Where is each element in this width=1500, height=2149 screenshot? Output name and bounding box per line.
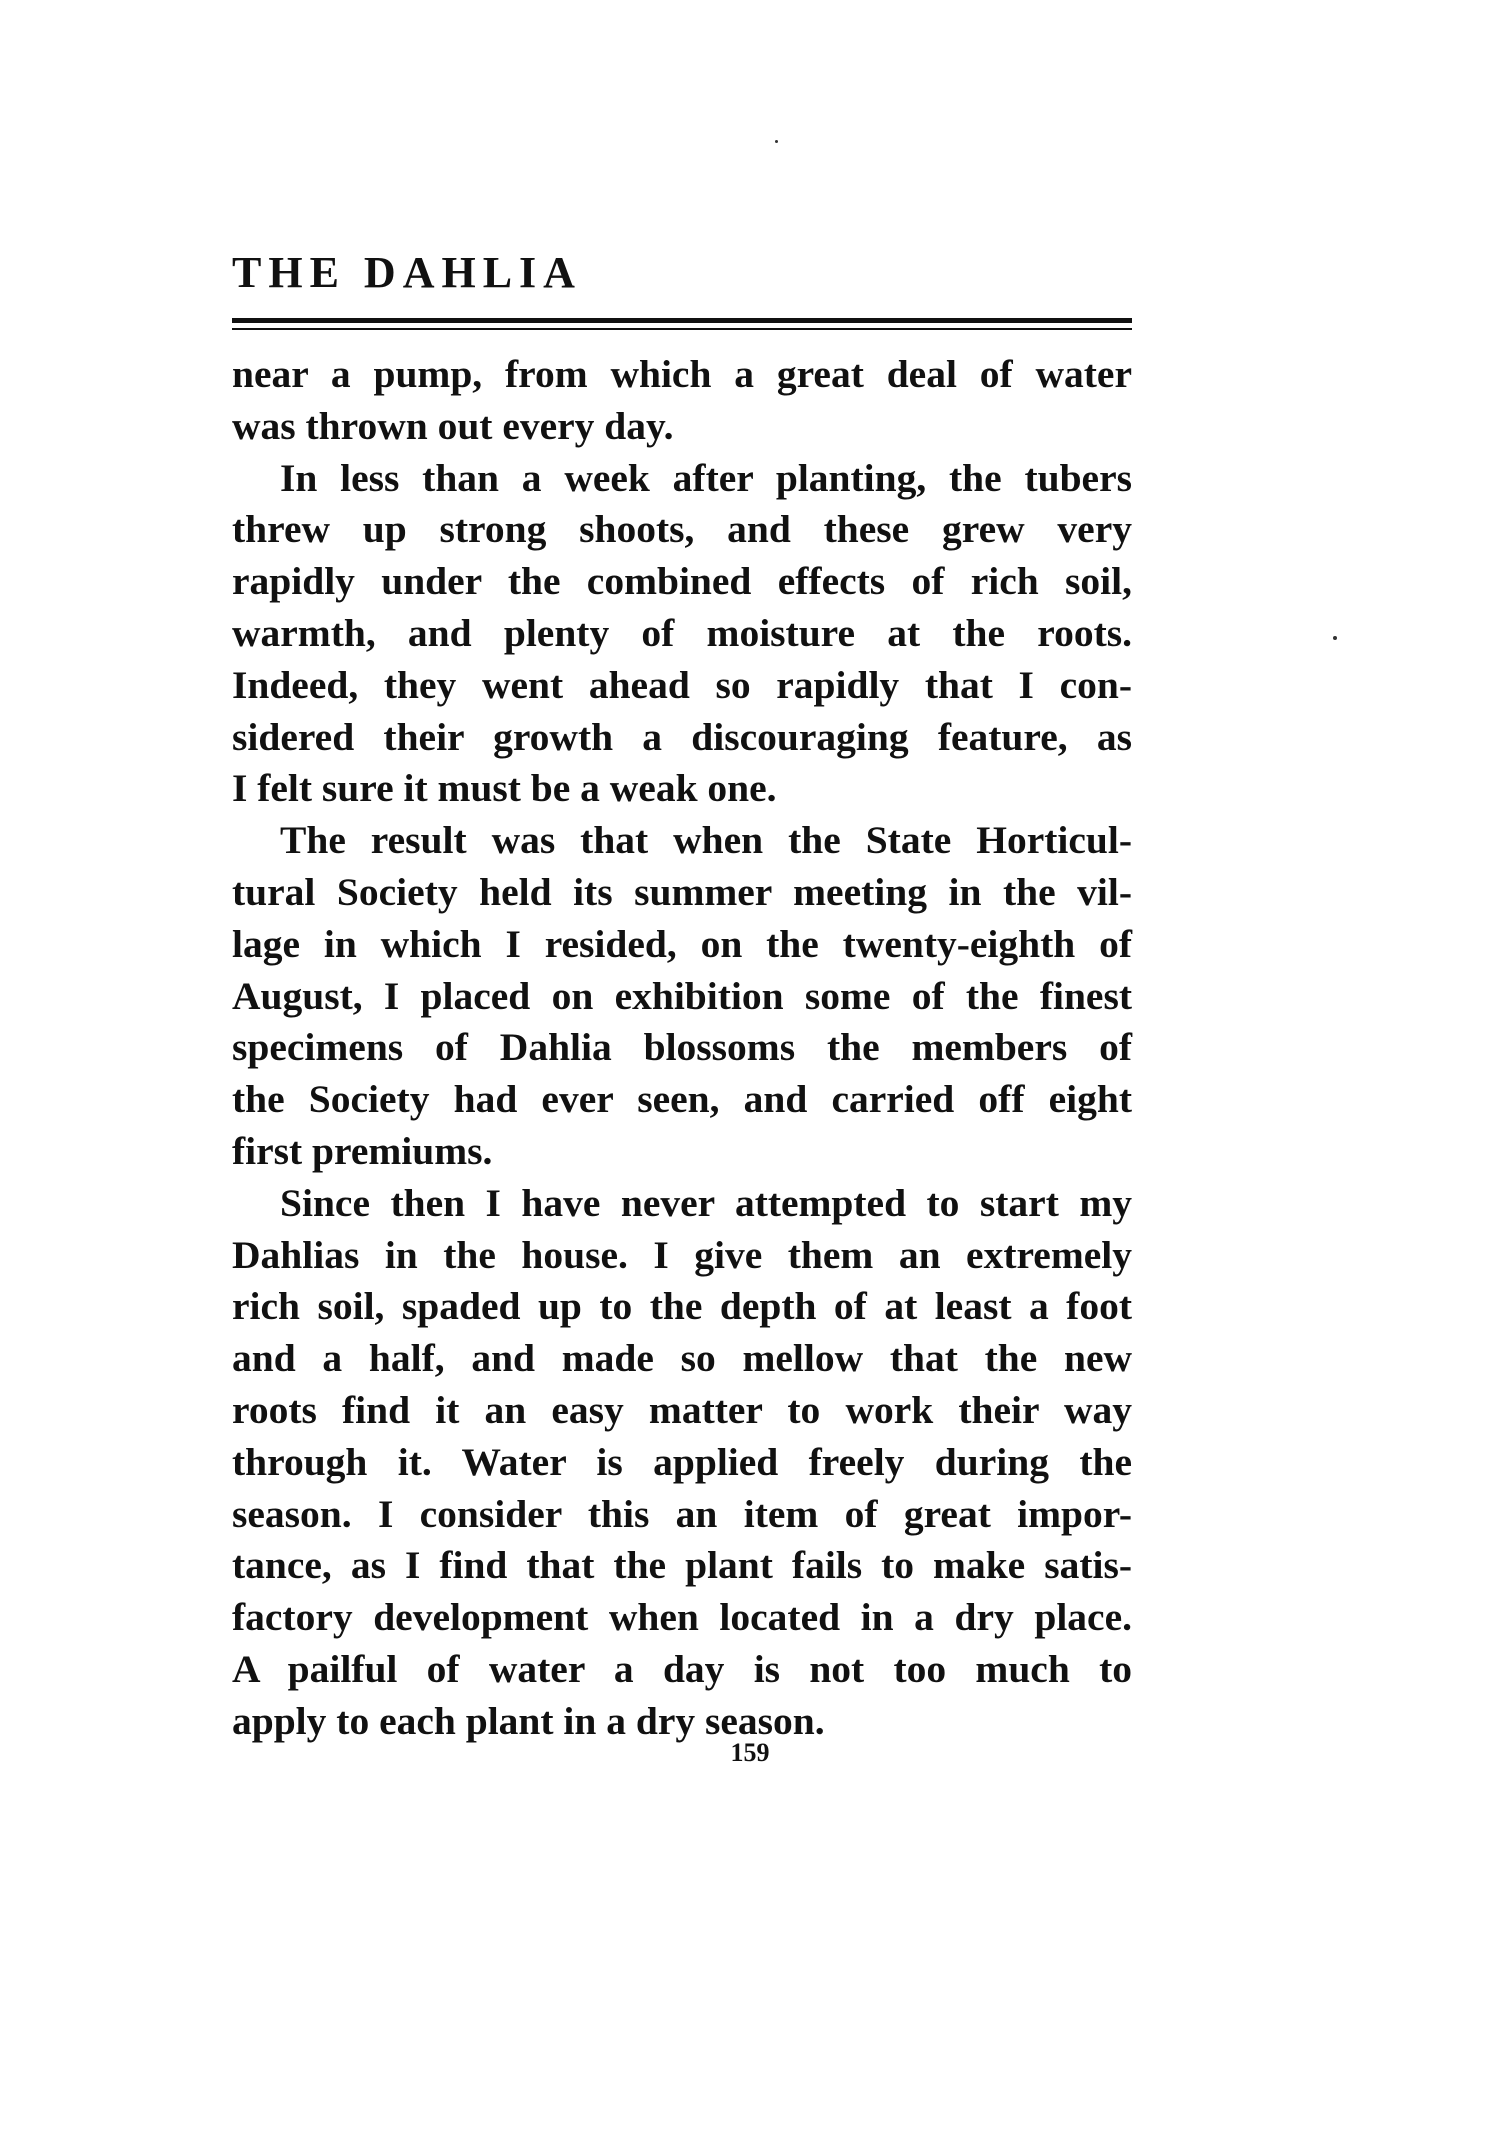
text-line: Dahlias in the house. I give them an extremely — [232, 1232, 1132, 1277]
text-line: A pailful of water a day is not too much to — [232, 1646, 1132, 1691]
text-line: warmth, and plenty of moisture at the roots. — [232, 610, 1132, 655]
running-head: THE DAHLIA — [232, 248, 582, 297]
text-line: rich soil, spaded up to the depth of at least a foot — [232, 1284, 1132, 1329]
text-line: I felt sure it must be a weak one. — [232, 766, 777, 811]
text-line: near a pump, from which a great deal of water — [232, 352, 1132, 396]
body-text — [232, 349, 1132, 1748]
text-line: season. I consider this an item of great impor- — [232, 1491, 1132, 1536]
page-number: 159 — [730, 1738, 770, 1767]
text-line: the Society had ever seen, and carried off eight — [232, 1077, 1132, 1122]
text-line: Indeed, they went ahead so rapidly that I con- — [232, 662, 1132, 707]
text-line: was thrown out every day. — [232, 403, 674, 448]
text-line: August, I placed on exhibition some of the finest — [232, 973, 1132, 1018]
text-line: lage in which I resided, on the twenty-eighth of — [232, 921, 1132, 966]
header-rule-thin — [232, 328, 1132, 330]
scan-speck — [1333, 636, 1337, 640]
header-rule-thick — [232, 318, 1132, 323]
text-line: The result was that when the State Horticul- — [280, 818, 1132, 863]
text-line: apply to each plant in a dry season. — [232, 1698, 825, 1743]
text-line: tural Society held its summer meeting in the vil- — [232, 869, 1132, 914]
text-line: threw up strong shoots, and these grew very — [232, 507, 1132, 552]
text-line: rapidly under the combined effects of rich soil, — [232, 559, 1132, 604]
text-line: sidered their growth a discouraging feature, as — [232, 714, 1132, 759]
text-line: factory development when located in a dry place. — [232, 1595, 1132, 1640]
text-line: In less than a week after planting, the tubers — [280, 455, 1132, 500]
text-line: through it. Water is applied freely during the — [232, 1439, 1132, 1484]
scan-speck — [775, 140, 778, 143]
text-line: Since then I have never attempted to start my — [280, 1180, 1132, 1225]
text-line: tance, as I find that the plant fails to make satis- — [232, 1543, 1132, 1588]
text-line: and a half, and made so mellow that the new — [232, 1336, 1132, 1381]
text-line: roots find it an easy matter to work their way — [232, 1387, 1132, 1432]
text-line: specimens of Dahlia blossoms the members of — [232, 1025, 1132, 1070]
text-line: first premiums. — [232, 1128, 493, 1173]
